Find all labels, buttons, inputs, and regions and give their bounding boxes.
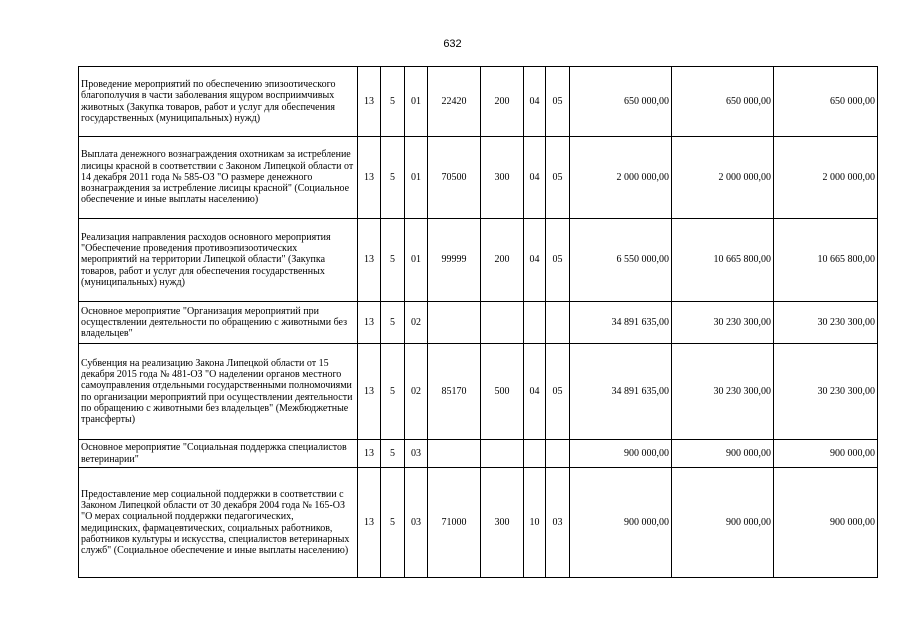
page-number: 632: [443, 38, 462, 50]
amount-cell: 6 550 000,00: [570, 219, 672, 302]
code-cell: 5: [381, 440, 405, 468]
code-cell: 10: [524, 468, 546, 578]
code-cell: 05: [546, 137, 570, 219]
table-row: [79, 468, 878, 578]
row-description: Основное мероприятие "Организация мероприятий при осуществлении деятельности по обращению с животными без владельцев": [79, 302, 358, 344]
amount-cell: 2 000 000,00: [570, 137, 672, 219]
table-row: [79, 440, 878, 468]
code-cell: 5: [381, 468, 405, 578]
code-cell: [428, 302, 481, 344]
code-cell: 01: [405, 137, 428, 219]
code-cell: 02: [405, 302, 428, 344]
amount-cell: 900 000,00: [672, 468, 774, 578]
amount-cell: 30 230 300,00: [672, 344, 774, 440]
code-cell: [524, 440, 546, 468]
budget-table: [78, 66, 878, 578]
code-cell: 5: [381, 219, 405, 302]
code-cell: 04: [524, 67, 546, 137]
amount-cell: 650 000,00: [570, 67, 672, 137]
code-cell: 13: [358, 468, 381, 578]
amount-cell: 30 230 300,00: [774, 302, 878, 344]
code-cell: 04: [524, 137, 546, 219]
code-cell: 200: [481, 219, 524, 302]
code-cell: 71000: [428, 468, 481, 578]
amount-cell: 650 000,00: [774, 67, 878, 137]
code-cell: 200: [481, 67, 524, 137]
code-cell: 5: [381, 344, 405, 440]
code-cell: 300: [481, 468, 524, 578]
code-cell: 5: [381, 67, 405, 137]
code-cell: [481, 440, 524, 468]
code-cell: 02: [405, 344, 428, 440]
amount-cell: 34 891 635,00: [570, 344, 672, 440]
code-cell: 03: [405, 440, 428, 468]
code-cell: 05: [546, 67, 570, 137]
row-description: Проведение мероприятий по обеспечению эпизоотического благополучия в части заболевания ящуром восприимчивых животных (Закупка товаров, работ и услуг для обеспечения государственных (муниципальных) нужд): [79, 67, 358, 137]
amount-cell: 900 000,00: [774, 440, 878, 468]
code-cell: [546, 302, 570, 344]
amount-cell: 30 230 300,00: [672, 302, 774, 344]
code-cell: 13: [358, 344, 381, 440]
row-description: Субвенция на реализацию Закона Липецкой области от 15 декабря 2015 года № 481-ОЗ "О наделении органов местного самоуправления отдельными государственными полномочиями по организации мероприятий при осуществлении деятельности по обращению с животными без владельцев" (Межбюджетные трансферты): [79, 344, 358, 440]
code-cell: 13: [358, 137, 381, 219]
table-row: [79, 137, 878, 219]
table-row: [79, 219, 878, 302]
code-cell: 05: [546, 219, 570, 302]
code-cell: 01: [405, 67, 428, 137]
amount-cell: 900 000,00: [672, 440, 774, 468]
code-cell: [546, 440, 570, 468]
table-row: [79, 302, 878, 344]
amount-cell: 900 000,00: [570, 440, 672, 468]
code-cell: 03: [405, 468, 428, 578]
table-row: [79, 344, 878, 440]
code-cell: [481, 302, 524, 344]
code-cell: 70500: [428, 137, 481, 219]
amount-cell: 2 000 000,00: [672, 137, 774, 219]
code-cell: 99999: [428, 219, 481, 302]
amount-cell: 2 000 000,00: [774, 137, 878, 219]
code-cell: 5: [381, 302, 405, 344]
code-cell: 05: [546, 344, 570, 440]
code-cell: 04: [524, 344, 546, 440]
code-cell: 04: [524, 219, 546, 302]
code-cell: 85170: [428, 344, 481, 440]
code-cell: 01: [405, 219, 428, 302]
code-cell: 13: [358, 440, 381, 468]
code-cell: 5: [381, 137, 405, 219]
amount-cell: 10 665 800,00: [672, 219, 774, 302]
code-cell: 13: [358, 302, 381, 344]
amount-cell: 900 000,00: [570, 468, 672, 578]
row-description: Предоставление мер социальной поддержки в соответствии с Законом Липецкой области от 30 декабря 2004 года № 165-ОЗ "О мерах социальной поддержки педагогических, медицинских, фармацевтических, социальных работников, работников культуры и искусства, специалистов ветеринарных служб" (Социальное обеспечение и иные выплаты населению): [79, 468, 358, 578]
row-description: Реализация направления расходов основного мероприятия "Обеспечение проведения противоэпизоотических мероприятий на территории Липецкой области" (Закупка товаров, работ и услуг для обеспечения государственных (муниципальных) нужд): [79, 219, 358, 302]
code-cell: 500: [481, 344, 524, 440]
amount-cell: 34 891 635,00: [570, 302, 672, 344]
row-description: Основное мероприятие "Социальная поддержка специалистов ветеринарии": [79, 440, 358, 468]
code-cell: 22420: [428, 67, 481, 137]
code-cell: 300: [481, 137, 524, 219]
row-description: Выплата денежного вознаграждения охотникам за истребление лисицы красной в соответствии с Законом Липецкой области от 14 декабря 2011 года № 585-ОЗ "О размере денежного вознаграждения за истребление лисицы красной" (Социальное обеспечение и иные выплаты населению): [79, 137, 358, 219]
amount-cell: 900 000,00: [774, 468, 878, 578]
amount-cell: 10 665 800,00: [774, 219, 878, 302]
amount-cell: 30 230 300,00: [774, 344, 878, 440]
code-cell: 13: [358, 67, 381, 137]
code-cell: [524, 302, 546, 344]
code-cell: 13: [358, 219, 381, 302]
code-cell: [428, 440, 481, 468]
table-row: [79, 67, 878, 137]
code-cell: 03: [546, 468, 570, 578]
amount-cell: 650 000,00: [672, 67, 774, 137]
